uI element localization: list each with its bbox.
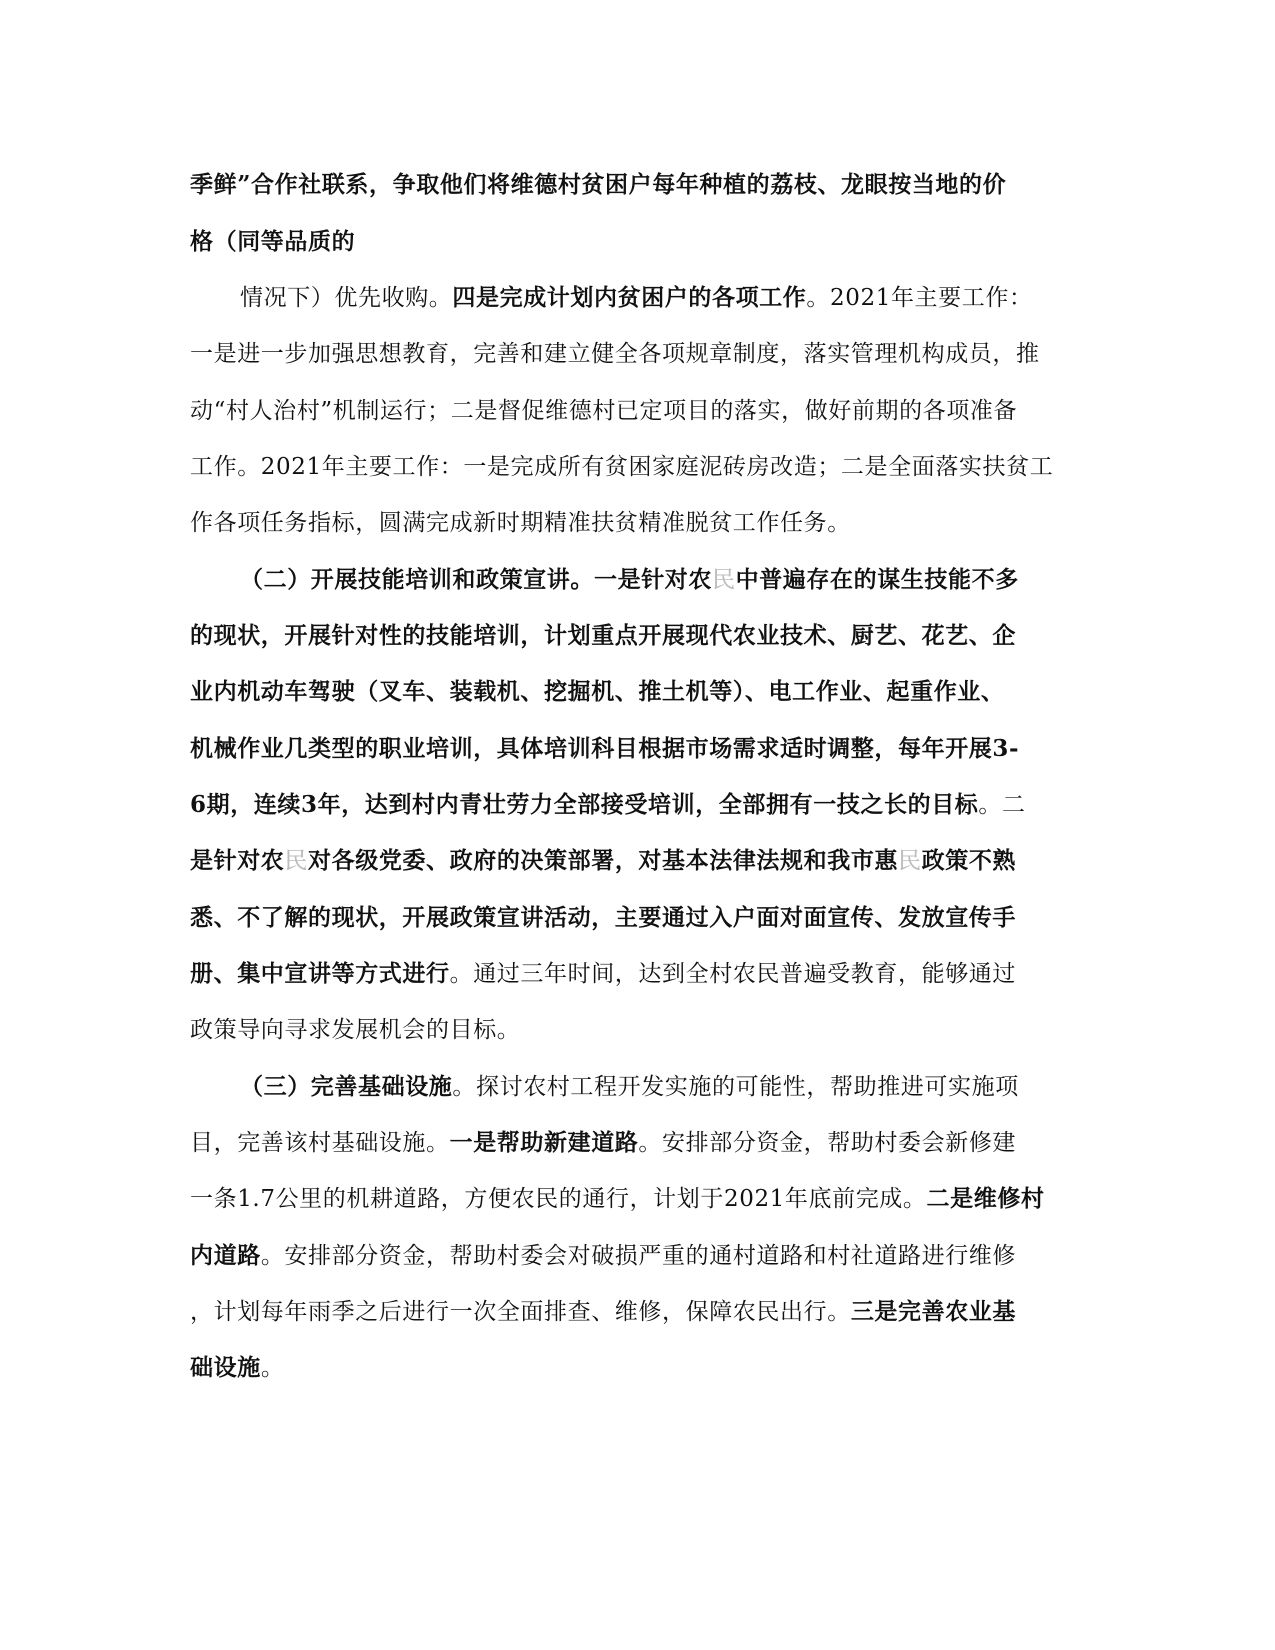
text-run: 季鲜”合作社联系，争取他们将维德村贫困户每年种植的荔枝、龙眼按当地的价	[190, 171, 1007, 198]
text-run: 二是维修村	[926, 1185, 1045, 1212]
text-run: 悉、不了解的现状，开展政策宣讲活动，主要通过入户面对面宣传、发放宣传手	[190, 904, 1016, 931]
text-run: 的现状，开展针对性的技能培训，计划重点开展现代农业技术、厨艺、花艺、企	[190, 622, 1016, 649]
text-run: 情况下）优先收购。	[240, 285, 453, 311]
text-run: 动“村人治村”机制运行；二是督促维德村已定项目的落实，做好前期的各项准备	[190, 398, 1018, 424]
text-run: 政策导向寻求发展机会的目标。	[190, 1017, 521, 1043]
text-run: 民	[284, 848, 309, 874]
text-line	[190, 1241, 1016, 1271]
text-run: 中普遍存在的谋生技能不多	[735, 566, 1019, 593]
text-line	[190, 170, 1006, 200]
text-run: 工作。2021年主要工作：一是完成所有贫困家庭泥砖房改造；二是全面落实扶贫工	[190, 454, 1054, 480]
text-run: 目，完善该村基础设施。	[190, 1130, 450, 1156]
text-run: 是针对农	[190, 847, 285, 874]
text-run: （三）完善基础设施	[240, 1073, 453, 1100]
text-line	[190, 903, 1016, 933]
text-run: 一条1.7公里的机耕道路，方便农民的通行，计划于2021年底前完成。	[190, 1186, 927, 1212]
text-line	[190, 452, 1053, 482]
text-run: 础设施	[190, 1354, 261, 1381]
text-run: 业内机动车驾驶（叉车、装载机、挖掘机、推土机等）、电工作业、起重作业、	[190, 678, 1005, 705]
text-line	[190, 396, 1017, 426]
section-heading-line	[240, 1072, 1019, 1102]
text-line	[240, 283, 1033, 313]
text-line	[190, 1353, 284, 1383]
text-run: 作各项任务指标，圆满完成新时期精准扶贫精准脱贫工作任务。	[190, 510, 851, 536]
text-run: 。探讨农村工程开发实施的可能性，帮助推进可实施项	[452, 1074, 1019, 1100]
text-run: 民	[712, 567, 736, 593]
text-run: 一是帮助新建道路	[449, 1129, 639, 1156]
text-run: 格（同等品质的	[190, 228, 356, 255]
text-run: 册、集中宣讲等方式进行	[190, 960, 450, 987]
text-run: 。安排部分资金，帮助村委会新修建	[638, 1130, 1017, 1156]
text-run: 机械作业几类型的职业培训，具体培训科目根据市场需求适时调整，每年开展3-	[190, 735, 1020, 762]
text-run: 内道路	[190, 1242, 261, 1269]
text-run: 三是完善农业基	[850, 1298, 1017, 1325]
text-line	[190, 339, 1040, 369]
text-run: 6期，连续3年，达到村内青壮劳力全部接受培训，全部拥有一技之长的目标	[190, 791, 979, 818]
text-line	[190, 677, 1005, 707]
text-line	[190, 621, 1016, 651]
text-run: 。通过三年时间，达到全村农民普遍受教育，能够通过	[449, 961, 1017, 987]
text-line	[190, 846, 1016, 876]
text-run: （二）开展技能培训和政策宣讲。一是针对农	[240, 566, 712, 593]
text-run: 对各级党委、政府的决策部署，对基本法律法规和我市惠	[308, 847, 899, 874]
text-run: 四是完成计划内贫困户的各项工作	[452, 284, 807, 311]
text-line	[190, 959, 1016, 989]
text-run: 。二	[978, 792, 1026, 818]
text-line	[190, 1015, 520, 1045]
text-run: 政策不熟	[921, 847, 1017, 874]
text-line	[190, 1128, 1016, 1158]
text-line	[190, 1297, 1016, 1327]
text-line	[190, 790, 1026, 820]
text-line	[190, 227, 355, 257]
text-line	[190, 1184, 1045, 1214]
text-run: 一是进一步加强思想教育，完善和建立健全各项规章制度，落实管理机构成员，推	[190, 341, 1040, 367]
text-run: 。安排部分资金，帮助村委会对破损严重的通村道路和村社道路进行维修	[260, 1243, 1017, 1269]
text-line	[190, 508, 851, 538]
text-run: ，计划每年雨季之后进行一次全面排查、维修，保障农民出行。	[190, 1299, 851, 1325]
text-run: 民	[898, 848, 922, 874]
text-line	[190, 734, 1019, 764]
section-heading-line	[240, 565, 1019, 595]
text-run: 。2021年主要工作：	[806, 285, 1033, 311]
text-run: 。	[260, 1355, 285, 1381]
